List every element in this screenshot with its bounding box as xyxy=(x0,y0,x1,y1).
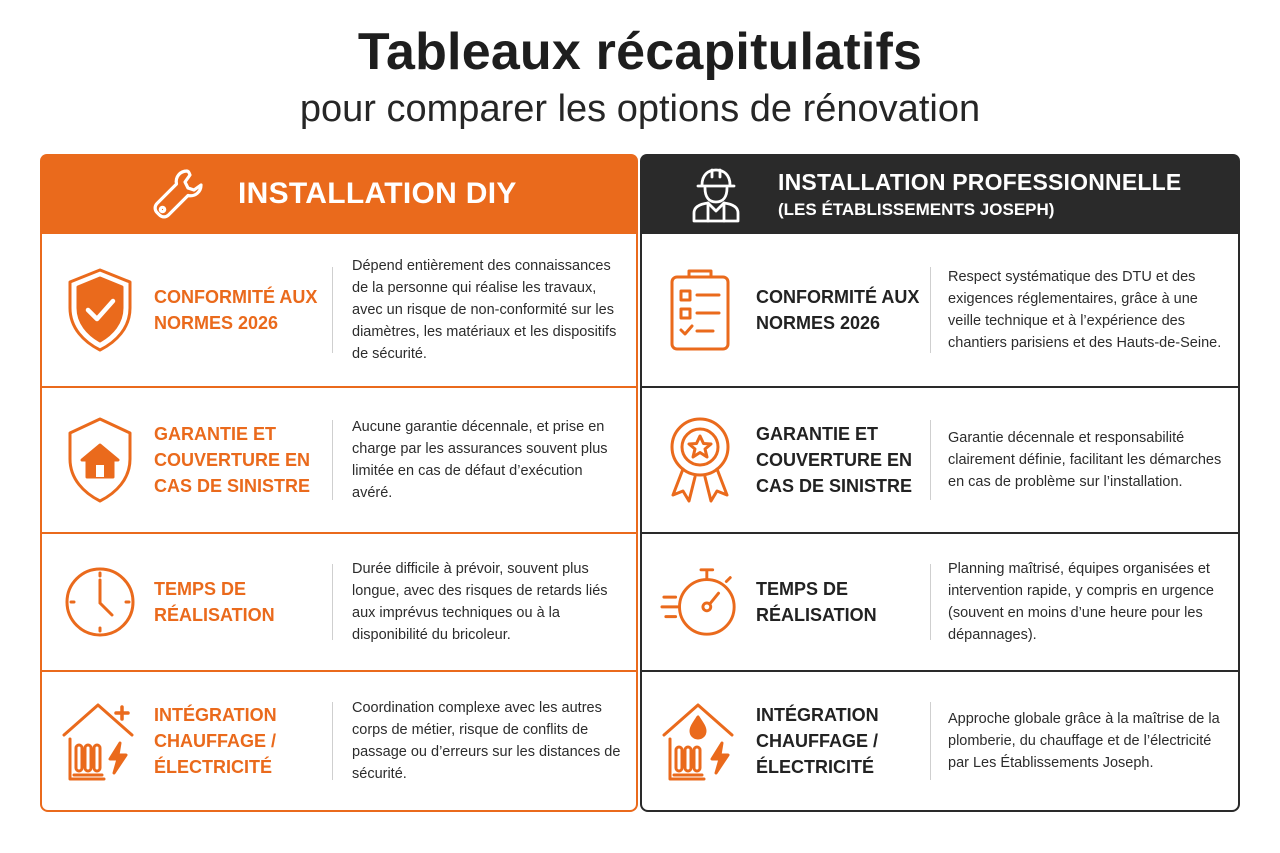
pro-label-integration: INTÉGRATION CHAUFFAGE / ÉLECTRICITÉ xyxy=(756,705,879,777)
clock-icon xyxy=(60,557,140,647)
pro-label-garantie: GARANTIE ET COUVERTURE EN CAS DE SINISTRE xyxy=(756,424,913,496)
pro-panel xyxy=(640,154,1240,812)
diy-header xyxy=(40,154,638,234)
pro-header xyxy=(640,154,1240,234)
pro-row-conformite xyxy=(642,234,1238,388)
diy-label-temps: TEMPS DE RÉALISATION xyxy=(154,579,275,625)
pro-desc-conformite: Respect systématique des DTU et des exigences réglementaires, grâce à une veille technique et à l’expérience des chantiers parisiens et des Hauts-de-Seine. xyxy=(948,269,1222,351)
diy-table xyxy=(40,234,638,812)
diy-desc-garantie: Aucune garantie décennale, et prise en charge par les assurances souvent plus limitée en cas de défaut d’exécution avéré. xyxy=(352,419,608,501)
pro-desc-temps: Planning maîtrisé, équipes organisées et intervention rapide, y compris en urgence (souvent en moins d’une heure pour les dépannages). xyxy=(948,561,1214,643)
diy-header-title: INSTALLATION DIY xyxy=(238,177,517,210)
diy-label-integration: INTÉGRATION CHAUFFAGE / ÉLECTRICITÉ xyxy=(154,705,277,777)
pro-desc-garantie: Garantie décennale et responsabilité clairement définie, facilitant les démarches en cas de problème sur l’installation. xyxy=(948,430,1222,490)
house-drop-radiator-bolt-icon xyxy=(660,696,740,786)
divider xyxy=(332,702,333,779)
diy-desc-integration: Coordination complexe avec les autres corps de métier, risque de conflits de passage ou d’erreurs sur les distances de sécurité. xyxy=(352,700,621,782)
pro-table xyxy=(640,234,1240,812)
wrench-icon xyxy=(148,164,208,224)
pro-row-integration xyxy=(642,672,1238,810)
page-title: Tableaux récapitulatifs xyxy=(357,23,923,81)
shield-house-icon xyxy=(60,415,140,505)
divider xyxy=(930,564,931,640)
pro-desc-integration: Approche globale grâce à la maîtrise de la plomberie, du chauffage et de l’électricité par Les Établissements Joseph. xyxy=(948,711,1220,771)
diy-row-temps xyxy=(42,534,636,672)
pro-header-title: INSTALLATION PROFESSIONNELLE xyxy=(778,168,1182,195)
stopwatch-icon xyxy=(660,557,740,647)
diy-desc-temps: Durée difficile à prévoir, souvent plus longue, avec des risques de retards liés aux imprévus techniques ou à la disponibilité du bricoleur. xyxy=(352,561,608,643)
diy-row-integration xyxy=(42,672,636,810)
divider xyxy=(930,267,931,352)
divider xyxy=(332,267,333,352)
diy-label-garantie: GARANTIE ET COUVERTURE EN CAS DE SINISTRE xyxy=(154,424,311,496)
page-subtitle: pour comparer les options de rénovation xyxy=(299,88,981,130)
shield-check-icon xyxy=(60,265,140,355)
diy-label-conformite: CONFORMITÉ AUX NORMES 2026 xyxy=(154,287,318,333)
pro-label-conformite: CONFORMITÉ AUX NORMES 2026 xyxy=(756,287,920,333)
award-ribbon-icon xyxy=(660,415,740,505)
divider xyxy=(332,564,333,640)
diy-desc-conformite: Dépend entièrement des connaissances de la personne qui réalise les travaux, avec un risque de non-conformité sur les diamètres, les matériaux et les dispositifs de sécurité. xyxy=(352,258,617,362)
divider xyxy=(930,702,931,779)
pro-row-garantie xyxy=(642,388,1238,534)
pro-label-temps: TEMPS DE RÉALISATION xyxy=(756,579,877,625)
diy-row-garantie xyxy=(42,388,636,534)
divider xyxy=(332,420,333,501)
pro-row-temps xyxy=(642,534,1238,672)
diy-panel xyxy=(40,154,638,812)
divider xyxy=(930,420,931,501)
checklist-clipboard-icon xyxy=(660,265,740,355)
house-radiator-bolt-icon xyxy=(60,696,140,786)
worker-icon xyxy=(686,164,746,224)
diy-row-conformite xyxy=(42,234,636,388)
pro-header-subtitle: (LES ÉTABLISSEMENTS JOSEPH) xyxy=(778,199,1055,219)
